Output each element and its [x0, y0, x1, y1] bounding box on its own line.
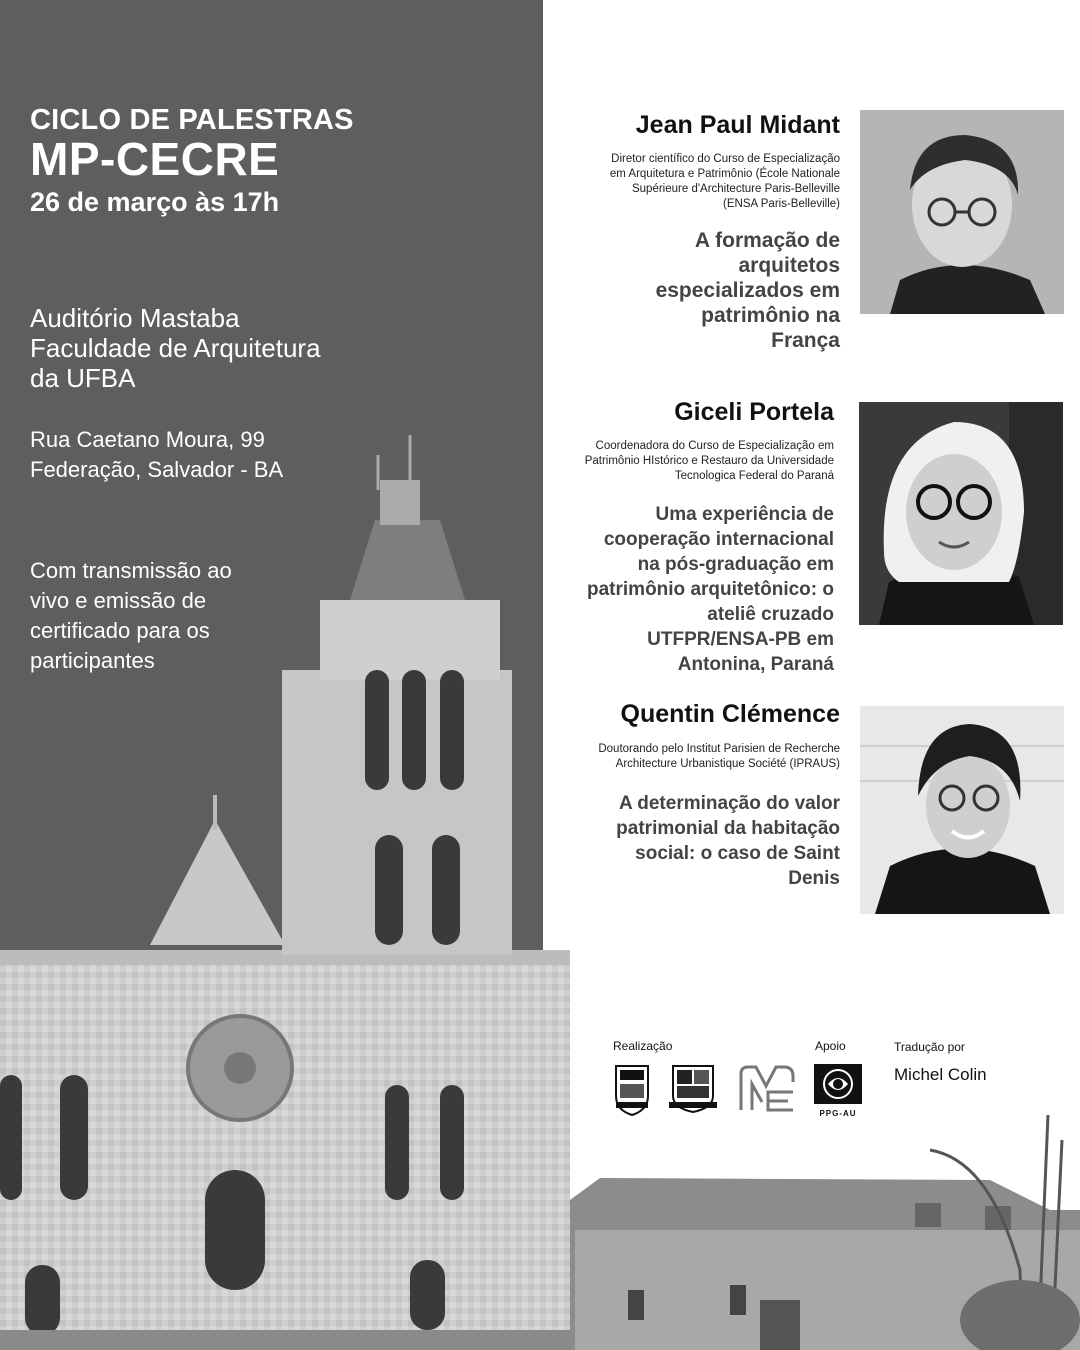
- talk-title: [616, 791, 840, 891]
- venue: [30, 303, 321, 393]
- building-right: [570, 1115, 1080, 1350]
- talk-line: ateliê cruzado: [707, 604, 834, 625]
- venue-line: Faculdade de Arquitetura: [30, 333, 321, 363]
- talk-line: arquitetos: [738, 254, 840, 277]
- ppg-au-logo-icon: [814, 1064, 862, 1118]
- speaker-photo: [859, 402, 1063, 625]
- series-name: MP-CECRE: [30, 133, 280, 185]
- broadcast-note: [30, 556, 232, 676]
- bio-line: Diretor científico do Curso de Especialização: [611, 153, 840, 165]
- talk-line: na pós-graduação em: [637, 554, 834, 575]
- broadcast-line: Com transmissão ao: [30, 558, 232, 583]
- talk-line: especializados em: [655, 279, 840, 302]
- talk-line: A formação de: [694, 229, 840, 252]
- bio-line: em Arquitetura e Patrimônio (École Nationale: [609, 168, 840, 180]
- speaker-name: Jean Paul Midant: [635, 111, 840, 139]
- portrait-icon: [859, 402, 1063, 625]
- portrait-icon: [860, 706, 1064, 914]
- speaker-name: Giceli Portela: [674, 398, 834, 426]
- talk-line: Uma experiência de: [655, 504, 834, 525]
- broadcast-line: certificado para os: [30, 618, 210, 643]
- ufba-crest-icon: [612, 1062, 652, 1117]
- talk-line: patrimonial da habitação: [616, 818, 840, 839]
- talk-line: França: [771, 329, 840, 352]
- faculdade-arquitetura-crest-icon: [667, 1062, 719, 1114]
- talk-line: A determinação do valor: [618, 793, 840, 814]
- event-date: 26 de março às 17h: [30, 187, 280, 217]
- realizacao-label: Realização: [613, 1039, 673, 1053]
- venue-line: Auditório Mastaba: [30, 303, 240, 333]
- talk-line: social: o caso de Saint: [635, 843, 840, 864]
- speaker-photo: [860, 110, 1064, 314]
- address-line: Rua Caetano Moura, 99: [30, 427, 265, 452]
- talk-title: [656, 228, 840, 353]
- venue-line: da UFBA: [30, 363, 136, 393]
- speaker-bio: [598, 742, 840, 772]
- talk-line: Antonina, Paraná: [677, 654, 834, 675]
- bio-line: Tecnologica Federal do Paraná: [674, 470, 834, 482]
- address-line: Federação, Salvador - BA: [30, 457, 284, 482]
- portrait-icon: [860, 110, 1064, 314]
- bio-line: Architecture Urbanistique Société (IPRAUS): [615, 758, 840, 770]
- talk-line: patrimônio na: [701, 304, 840, 327]
- speaker-photo: [860, 706, 1064, 914]
- address: [30, 425, 283, 485]
- bio-line: Patrimônio HIstórico e Restauro da Universidade: [584, 455, 834, 467]
- traducao-label: Tradução por: [894, 1040, 965, 1054]
- ppg-au-emblem-icon: [814, 1064, 862, 1104]
- speaker-name: Quentin Clémence: [620, 700, 840, 728]
- speaker-bio: [585, 439, 834, 484]
- broadcast-line: vivo e emissão de: [30, 588, 207, 613]
- series-title: CICLO DE PALESTRAS: [30, 104, 354, 136]
- talk-line: patrimônio arquitetônico: o: [587, 579, 834, 600]
- talk-line: cooperação internacional: [603, 529, 834, 550]
- bio-line: Supérieure d'Architecture Paris-Belleville: [631, 183, 840, 195]
- talk-line: UTFPR/ENSA-PB em: [647, 629, 834, 650]
- broadcast-line: participantes: [30, 648, 155, 673]
- speaker-bio: [610, 152, 840, 212]
- talk-line: Denis: [788, 868, 840, 889]
- bio-line: Doutorando pelo Institut Parisien de Recherche: [598, 743, 840, 755]
- translator-name: Michel Colin: [894, 1065, 987, 1084]
- talk-title: [587, 502, 834, 677]
- ppg-au-logo-text: PPG-AU: [819, 1109, 857, 1118]
- bio-line: Coordenadora do Curso de Especialização em: [595, 440, 834, 452]
- mp-cecre-logo-icon: [738, 1064, 796, 1112]
- bio-line: (ENSA Paris-Belleville): [723, 198, 840, 210]
- apoio-label: Apoio: [815, 1039, 846, 1053]
